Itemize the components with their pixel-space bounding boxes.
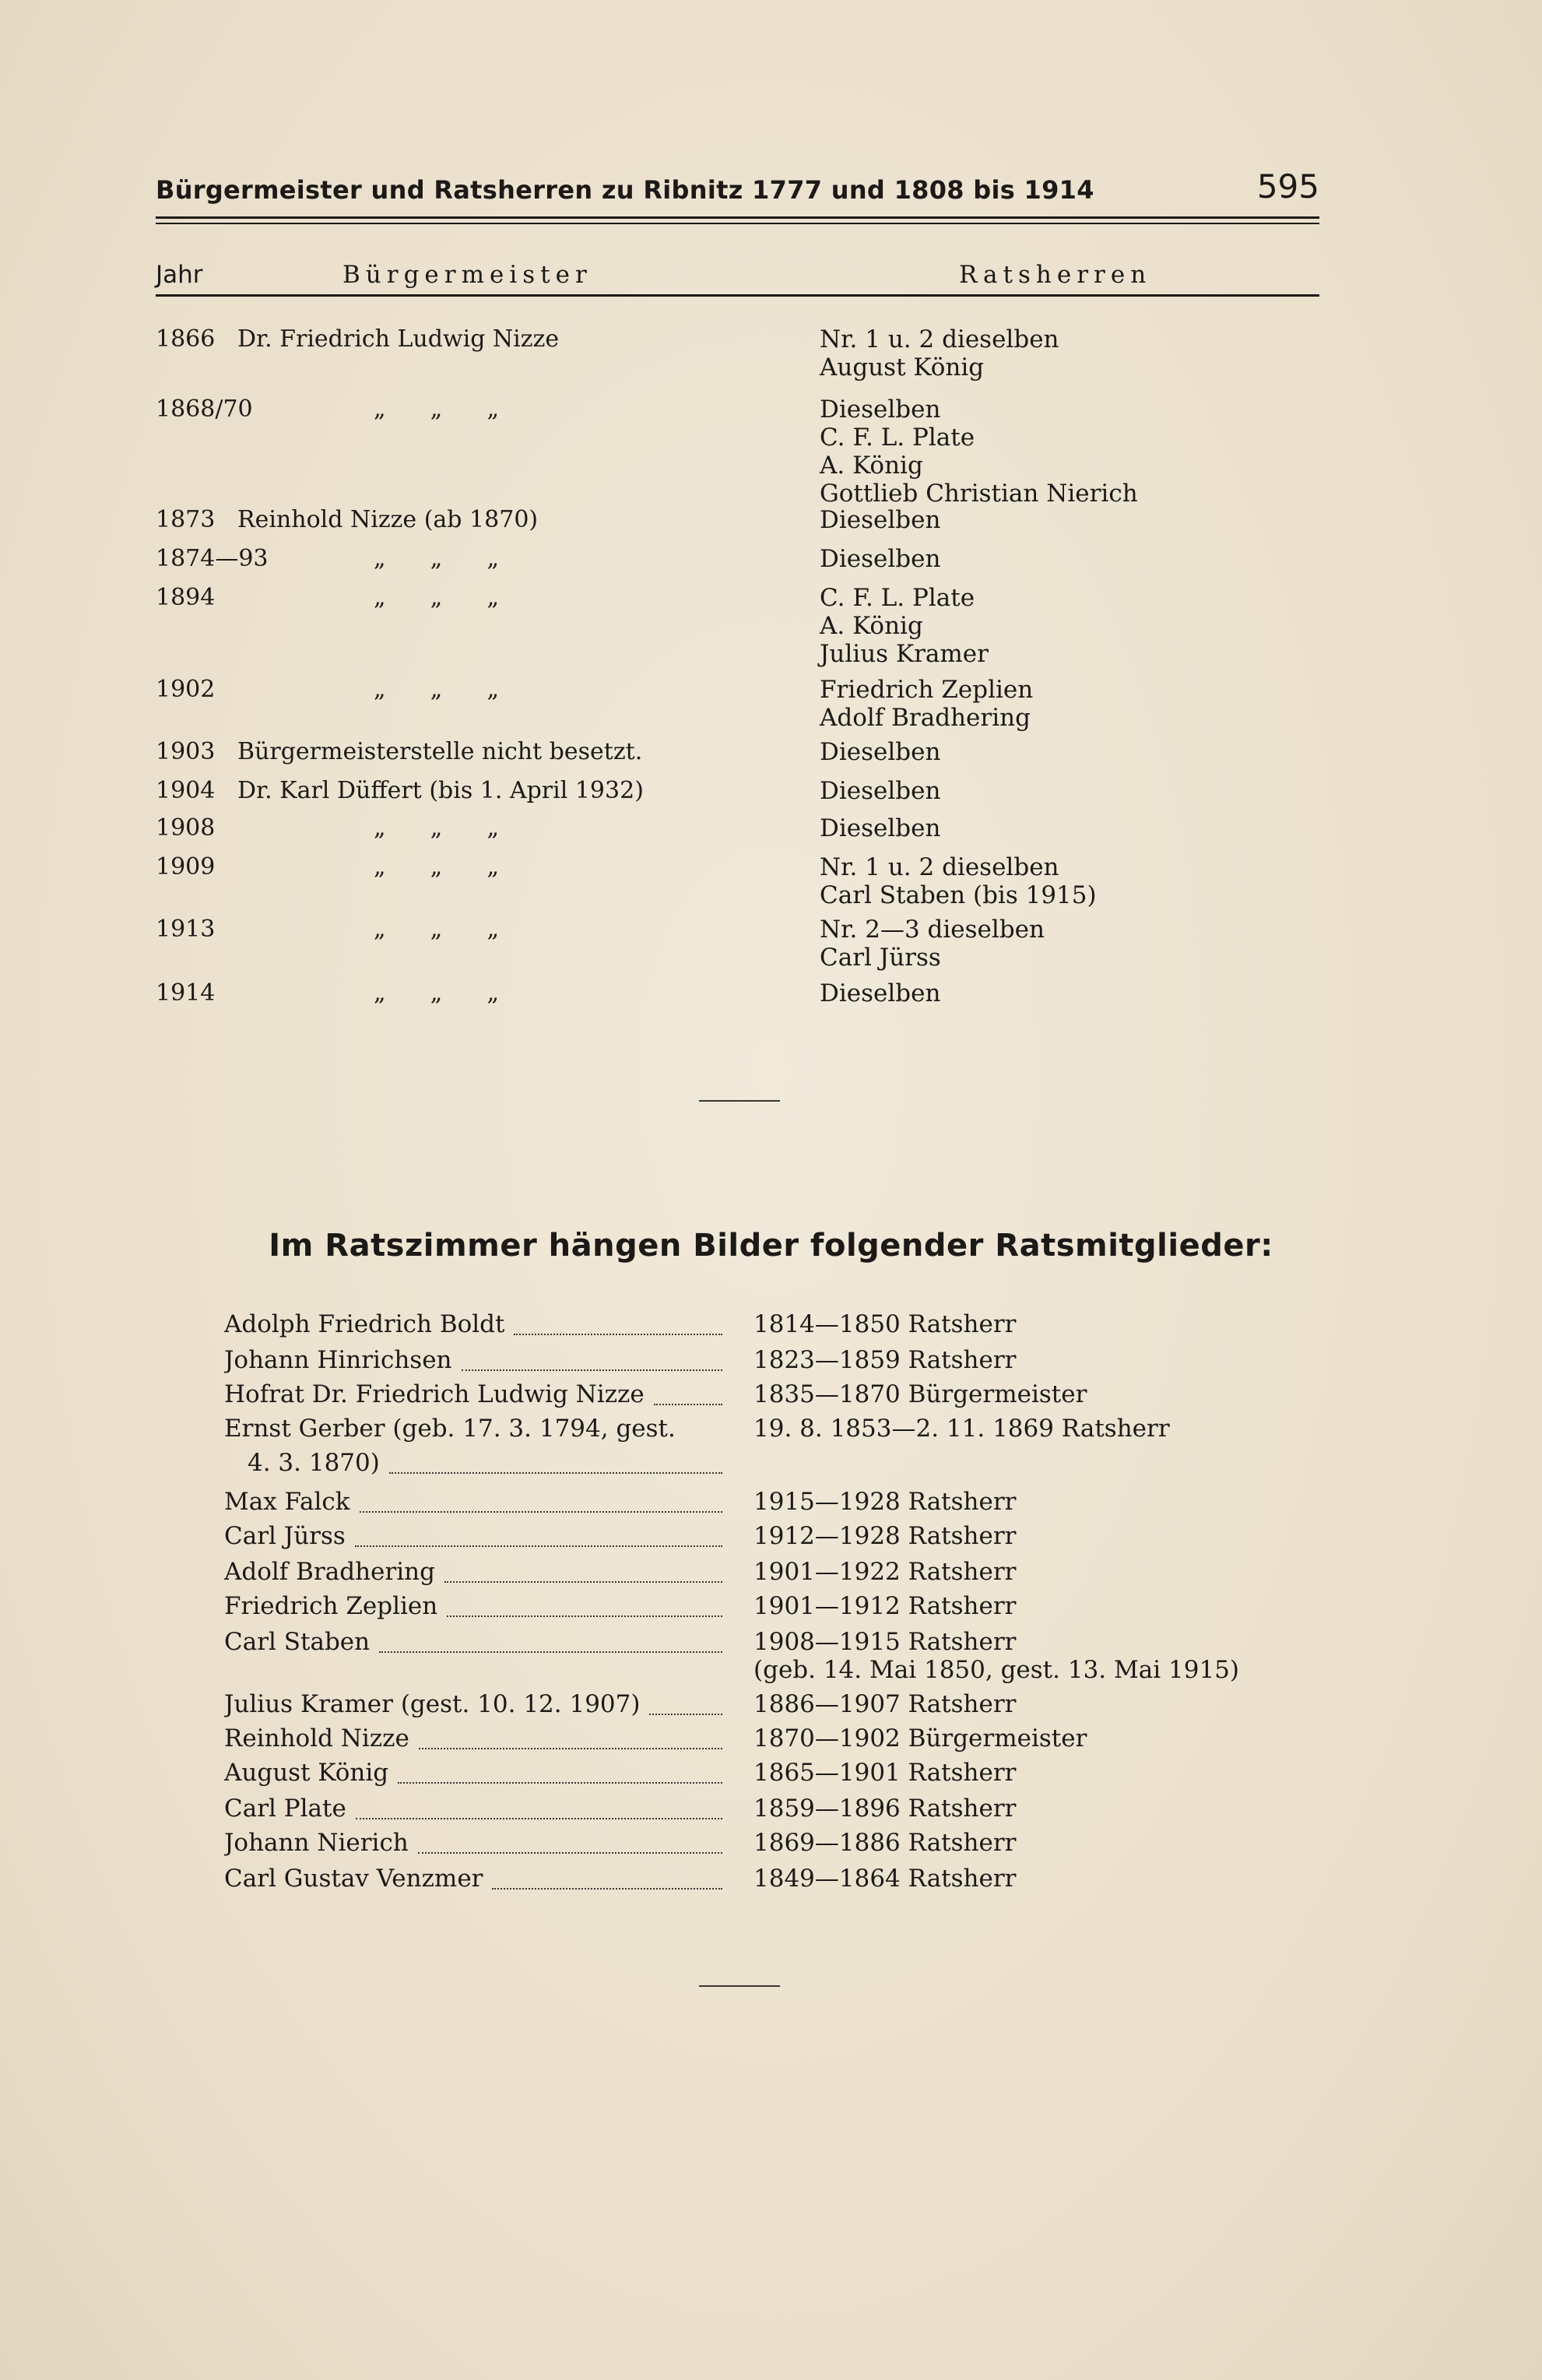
member-name-text: Julius Kramer (gest. 10. 12. 1907) [224, 1690, 641, 1718]
tenure-line: 1901—1922 Ratsherr [753, 1558, 1017, 1586]
member-name-text: 4. 3. 1870) [248, 1449, 380, 1477]
tenure-line: 1835—1870 Bürgermeister [753, 1380, 1087, 1408]
header-double-rule [156, 216, 1319, 224]
member-name [224, 1415, 722, 1443]
mayor-cell: Bürgermeisterstelle nicht besetzt. [237, 738, 643, 765]
year-cell: 1903 [156, 738, 216, 765]
tenure-line: 1912—1928 Ratsherr [753, 1522, 1017, 1550]
member-tenure [753, 1415, 1170, 1443]
member-name-text: Johann Hinrichsen [224, 1346, 452, 1374]
member-name [224, 1690, 722, 1718]
council-member: August König [820, 353, 985, 381]
column-header-council: Ratsherren [959, 261, 1152, 289]
council-member: Dieselben [820, 395, 941, 424]
member-tenure [753, 1759, 1017, 1787]
member-name-text: Adolph Friedrich Boldt [224, 1310, 505, 1338]
mayor-cell: „ „ „ [374, 676, 500, 703]
council-member: Dieselben [820, 979, 941, 1007]
year-cell: 1873 [156, 506, 216, 533]
year-cell: 1913 [156, 916, 216, 943]
year-cell: 1909 [156, 853, 216, 881]
member-tenure [753, 1346, 1017, 1374]
council-member: Carl Jürss [820, 944, 941, 972]
page-number: 595 [1256, 167, 1319, 206]
tenure-line: 1859—1896 Ratsherr [753, 1795, 1017, 1823]
member-name-text: Carl Plate [224, 1795, 346, 1823]
column-header-mayor: Bürgermeister [342, 261, 592, 289]
council-cell [820, 814, 940, 842]
member-tenure [753, 1558, 1017, 1586]
tenure-line: 1886—1907 Ratsherr [753, 1690, 1017, 1718]
council-member: Adolf Bradhering [820, 704, 1031, 732]
year-cell: 1904 [156, 777, 216, 804]
member-name [224, 1380, 722, 1408]
tenure-line: 1823—1859 Ratsherr [753, 1346, 1017, 1374]
year-cell: 1894 [156, 584, 216, 611]
council-cell [820, 545, 940, 573]
council-member: Dieselben [820, 545, 941, 573]
tenure-line: 1865—1901 Ratsherr [753, 1759, 1017, 1787]
council-cell [820, 979, 940, 1007]
dot-leader [447, 1592, 722, 1617]
council-member: Dieselben [820, 738, 941, 766]
mayor-cell: „ „ „ [374, 814, 500, 842]
dot-leader [418, 1829, 722, 1854]
member-name-text: Carl Jürss [224, 1522, 346, 1550]
council-cell [820, 916, 1045, 972]
member-name-text: Ernst Gerber (geb. 17. 3. 1794, gest. [224, 1415, 676, 1443]
year-cell: 1908 [156, 814, 216, 842]
dot-leader [360, 1488, 722, 1513]
mayor-cell: „ „ „ [374, 584, 500, 611]
member-tenure [753, 1829, 1017, 1857]
council-cell [820, 676, 1033, 732]
council-cell [820, 777, 940, 805]
mayor-cell: „ „ „ [374, 916, 500, 943]
dot-leader [389, 1449, 722, 1474]
mayor-cell: „ „ „ [374, 979, 500, 1007]
member-name-text: Hofrat Dr. Friedrich Ludwig Nizze [224, 1380, 645, 1408]
council-member: Julius Kramer [820, 640, 989, 668]
mayor-cell: „ „ „ [374, 545, 500, 572]
running-header [156, 167, 1319, 214]
member-tenure [753, 1488, 1017, 1516]
council-member: Gottlieb Christian Nierich [820, 480, 1138, 508]
council-member: A. König [820, 612, 923, 640]
dot-leader [379, 1628, 722, 1653]
council-cell [820, 853, 1097, 909]
council-cell [820, 325, 1059, 381]
member-name-text: August König [224, 1759, 389, 1787]
dot-leader [355, 1522, 722, 1547]
dot-leader [514, 1310, 722, 1335]
council-member: Carl Staben (bis 1915) [820, 881, 1097, 909]
tenure-line: 1870—1902 Bürgermeister [753, 1724, 1087, 1752]
member-tenure [753, 1522, 1017, 1550]
council-member: Dieselben [820, 814, 941, 842]
tenure-line: (geb. 14. Mai 1850, gest. 13. Mai 1915) [753, 1656, 1239, 1684]
council-member: Dieselben [820, 506, 941, 534]
council-member: C. F. L. Plate [820, 424, 975, 452]
dot-leader [356, 1795, 722, 1819]
tenure-line: 1814—1850 Ratsherr [753, 1310, 1017, 1338]
dot-leader [492, 1865, 722, 1890]
dot-leader [444, 1558, 722, 1583]
council-member: Dieselben [820, 777, 941, 805]
member-name-text: Reinhold Nizze [224, 1724, 409, 1752]
column-header-rule [156, 294, 1319, 297]
council-member: Nr. 1 u. 2 dieselben [820, 853, 1059, 881]
council-cell [820, 584, 989, 668]
council-cell [820, 506, 940, 534]
council-cell [820, 395, 1138, 508]
header-title: Bürgermeister und Ratsherren zu Ribnitz 1777 und 1808 bis 1914 [156, 175, 1094, 205]
council-member: C. F. L. Plate [820, 584, 975, 612]
section-divider [699, 1100, 780, 1102]
column-header-year: Jahr [156, 261, 203, 289]
mayor-cell: Dr. Karl Düffert (bis 1. April 1932) [237, 777, 644, 804]
member-name-text: Max Falck [224, 1488, 350, 1516]
council-cell [820, 738, 940, 766]
tenure-line: 1908—1915 Ratsherr [753, 1628, 1017, 1656]
council-member: Nr. 1 u. 2 dieselben [820, 325, 1059, 353]
member-tenure [753, 1690, 1017, 1718]
end-divider [699, 1985, 780, 1987]
member-name-text: Carl Staben [224, 1628, 371, 1656]
mayor-cell: Dr. Friedrich Ludwig Nizze [237, 325, 560, 353]
council-member: Friedrich Zeplien [820, 676, 1034, 704]
member-tenure [753, 1628, 1239, 1684]
member-name-text: Carl Gustav Venzmer [224, 1865, 483, 1893]
tenure-line: 1869—1886 Ratsherr [753, 1829, 1017, 1857]
mayor-cell: „ „ „ [374, 395, 500, 423]
tenure-line: 1901—1912 Ratsherr [753, 1592, 1017, 1620]
member-tenure [753, 1310, 1017, 1338]
year-cell: 1868/70 [156, 395, 253, 423]
member-tenure [753, 1724, 1087, 1752]
tenure-line: 1849—1864 Ratsherr [753, 1865, 1017, 1893]
dot-leader [462, 1346, 722, 1371]
dot-leader [654, 1380, 722, 1405]
member-tenure [753, 1865, 1017, 1893]
member-tenure [753, 1380, 1087, 1408]
year-cell: 1874—93 [156, 545, 269, 572]
year-cell: 1902 [156, 676, 216, 703]
section-title: Im Ratszimmer hängen Bilder folgender Ratsmitglieder: [269, 1228, 1273, 1264]
council-member: A. König [820, 452, 923, 480]
tenure-line: 1915—1928 Ratsherr [753, 1488, 1017, 1516]
council-member: Nr. 2—3 dieselben [820, 916, 1045, 944]
mayor-cell: „ „ „ [374, 853, 500, 881]
mayor-cell: Reinhold Nizze (ab 1870) [237, 506, 539, 533]
dot-leader [419, 1724, 722, 1749]
dot-leader [398, 1759, 722, 1784]
member-name-text: Johann Nierich [224, 1829, 409, 1857]
member-name-text: Adolf Bradhering [224, 1558, 435, 1586]
member-tenure [753, 1795, 1017, 1823]
member-tenure [753, 1592, 1017, 1620]
year-cell: 1866 [156, 325, 216, 353]
year-cell: 1914 [156, 979, 216, 1007]
member-name-text: Friedrich Zeplien [224, 1592, 438, 1620]
dot-leader [649, 1690, 722, 1715]
tenure-line: 19. 8. 1853—2. 11. 1869 Ratsherr [753, 1415, 1170, 1443]
